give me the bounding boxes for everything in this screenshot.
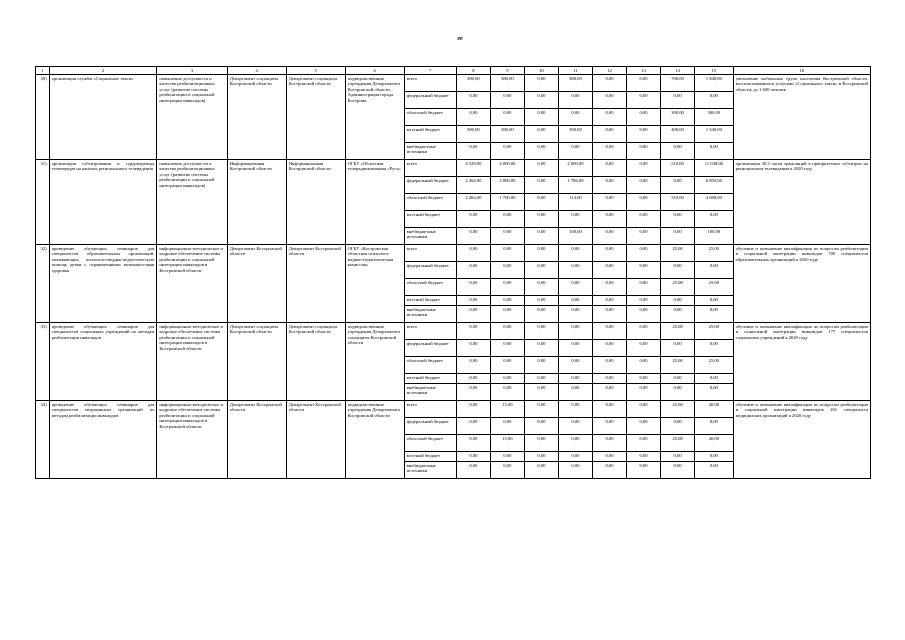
amount-cell: 0,00 (627, 462, 661, 479)
amount-cell: 0,00 (456, 245, 490, 262)
amount-cell: 0,00 (627, 194, 661, 211)
amount-cell: 0,00 (490, 143, 524, 160)
funding-source-cell: федеральный бюджет (404, 262, 456, 279)
amount-cell: 0,00 (456, 357, 490, 374)
amount-cell: 0,00 (661, 418, 695, 435)
amount-cell: 0,00 (627, 418, 661, 435)
col-header: 4 (227, 67, 286, 75)
amount-cell: 0,00 (592, 245, 626, 262)
amount-cell: 0,00 (490, 245, 524, 262)
amount-cell: 0,00 (661, 262, 695, 279)
goal-cell: повышение доступности и качества реабилитационных услуг (развитие системы реабилитации и социальной интеграции инвалидов) (157, 160, 227, 245)
amount-cell: 0,00 (456, 92, 490, 109)
amount-cell: 0,00 (661, 211, 695, 228)
funding-source-cell: местный бюджет (404, 296, 456, 306)
amount-cell: 0,00 (627, 228, 661, 245)
measure-cell: проведение обучающих семинаров для специалистов образовательных организаций, оказывающих психолого-медико-педагогическую помощь детям с ограниченными возможностями здоровья (49, 245, 157, 323)
amount-cell: 0,00 (592, 435, 626, 452)
amount-cell: 40,00 (695, 435, 734, 452)
funding-source-cell: всего (404, 160, 456, 177)
amount-cell: 0,00 (558, 143, 592, 160)
coexecutor-cell: Департамент Костромской области (286, 245, 345, 323)
amount-cell: 0,00 (627, 374, 661, 384)
amount-cell: 0,00 (558, 418, 592, 435)
amount-cell: 0,00 (695, 306, 734, 323)
amount-cell: 0,00 (456, 418, 490, 435)
amount-cell: 0,00 (490, 109, 524, 126)
amount-cell: 0,00 (456, 296, 490, 306)
amount-cell: 4 000,00 (490, 160, 524, 177)
amount-cell: 0,00 (490, 357, 524, 374)
amount-cell: 0,00 (490, 340, 524, 357)
amount-cell: 0,00 (627, 340, 661, 357)
amount-cell: 0,00 (661, 306, 695, 323)
amount-cell: 100,00 (695, 228, 734, 245)
table-row (36, 323, 871, 340)
amount-cell: 0,00 (524, 126, 558, 143)
amount-cell: 0,00 (592, 194, 626, 211)
funding-source-cell: внебюджетные источники (404, 143, 456, 160)
amount-cell: 1 786,00 (558, 177, 592, 194)
col-header: 12 (592, 67, 626, 75)
header-row (36, 67, 871, 75)
col-header: 11 (558, 67, 592, 75)
amount-cell: 0,00 (524, 435, 558, 452)
col-header: 5 (286, 67, 345, 75)
amount-cell: 0,00 (558, 401, 592, 418)
col-header: 10 (524, 67, 558, 75)
funding-source-cell: внебюджетные источники (404, 306, 456, 323)
amount-cell: 0,00 (558, 279, 592, 296)
amount-cell: 0,00 (524, 245, 558, 262)
responsible-cell: Информационная Костромской области (227, 160, 286, 245)
funding-source-cell: областной бюджет (404, 279, 456, 296)
amount-cell: 15,00 (490, 401, 524, 418)
amount-cell: 0,00 (695, 296, 734, 306)
amount-cell: 0,00 (558, 211, 592, 228)
amount-cell: 0,00 (592, 323, 626, 340)
amount-cell: 114,00 (558, 194, 592, 211)
goal-cell: повышение доступности и качества реабилитационных услуг (развитие системы реабилитации и социальной интеграции инвалидов) (157, 75, 227, 160)
amount-cell: 380,00 (490, 126, 524, 143)
executor-cell: подведомственные учреждения Департамента Костромской области (345, 401, 404, 479)
amount-cell: 0,00 (490, 228, 524, 245)
col-header: 8 (456, 67, 490, 75)
coexecutor-cell: Департамент Костромской области (286, 401, 345, 479)
amount-cell: 0,00 (627, 177, 661, 194)
amount-cell: 0,00 (456, 384, 490, 401)
amount-cell: 0,00 (490, 384, 524, 401)
amount-cell: 300,00 (661, 109, 695, 126)
amount-cell: 0,00 (661, 143, 695, 160)
table-row (36, 245, 871, 262)
executor-cell: подведомственные учреждения Департамента Костромской области, Администрация города Кострома (345, 75, 404, 160)
amount-cell: 0,00 (490, 92, 524, 109)
amount-cell: 0,00 (661, 462, 695, 479)
funding-source-cell: всего (404, 245, 456, 262)
amount-cell: 0,00 (524, 177, 558, 194)
amount-cell: 0,00 (524, 296, 558, 306)
amount-cell: 0,00 (627, 306, 661, 323)
amount-cell: 25,00 (661, 323, 695, 340)
amount-cell: 0,00 (456, 211, 490, 228)
funding-source-cell: федеральный бюджет (404, 340, 456, 357)
amount-cell: 6 850,00 (695, 177, 734, 194)
amount-cell: 25,00 (661, 279, 695, 296)
result-cell: увеличение мобильных групп населения Костромской области, воспользовавшихся услугами «Социального такси» в Костромской области, до 1 600 человек (733, 75, 870, 160)
amount-cell: 0,00 (456, 401, 490, 418)
col-header: 3 (157, 67, 227, 75)
col-header: 6 (345, 67, 404, 75)
funding-source-cell: местный бюджет (404, 374, 456, 384)
amount-cell: 0,00 (558, 92, 592, 109)
amount-cell: 0,00 (661, 340, 695, 357)
amount-cell: 25,00 (695, 279, 734, 296)
amount-cell: 0,00 (524, 306, 558, 323)
amount-cell: 0,00 (695, 143, 734, 160)
funding-source-cell: всего (404, 323, 456, 340)
amount-cell: 0,00 (627, 384, 661, 401)
row-number: 32) (36, 245, 50, 323)
amount-cell: 0,00 (695, 462, 734, 479)
amount-cell: 0,00 (592, 75, 626, 92)
amount-cell: 0,00 (456, 340, 490, 357)
amount-cell: 380,00 (558, 75, 592, 92)
amount-cell: 25,00 (661, 435, 695, 452)
amount-cell: 0,00 (524, 75, 558, 92)
amount-cell: 0,00 (695, 418, 734, 435)
amount-cell: 380,00 (490, 75, 524, 92)
amount-cell: 2 800,00 (490, 177, 524, 194)
amount-cell: 25,00 (661, 245, 695, 262)
col-header: 14 (661, 67, 695, 75)
funding-source-cell: всего (404, 75, 456, 92)
amount-cell: 0,00 (661, 296, 695, 306)
funding-source-cell: федеральный бюджет (404, 92, 456, 109)
amount-cell: 0,00 (592, 452, 626, 462)
executor-cell: подведомственные учреждения Департамента соцзащиты Костромской области (345, 323, 404, 401)
col-header: 2 (49, 67, 157, 75)
amount-cell: 0,00 (592, 296, 626, 306)
amount-cell: 0,00 (524, 418, 558, 435)
amount-cell: 0,00 (661, 177, 695, 194)
amount-cell: 25,00 (695, 323, 734, 340)
amount-cell: 400,00 (661, 126, 695, 143)
row-number: 34) (36, 401, 50, 479)
amount-cell: 0,00 (456, 435, 490, 452)
funding-source-cell: внебюджетные источники (404, 462, 456, 479)
amount-cell: 0,00 (558, 435, 592, 452)
amount-cell: 0,00 (490, 323, 524, 340)
amount-cell: 0,00 (490, 262, 524, 279)
amount-cell: 2 264,00 (456, 194, 490, 211)
amount-cell: 0,00 (490, 374, 524, 384)
amount-cell: 0,00 (661, 228, 695, 245)
col-header: 15 (695, 67, 734, 75)
amount-cell: 0,00 (524, 357, 558, 374)
amount-cell: 0,00 (627, 92, 661, 109)
amount-cell: 0,00 (524, 401, 558, 418)
amount-cell: 0,00 (661, 92, 695, 109)
amount-cell: 0,00 (592, 418, 626, 435)
amount-cell: 0,00 (524, 340, 558, 357)
amount-cell: 0,00 (592, 211, 626, 228)
amount-cell: 4 088,00 (695, 194, 734, 211)
funding-source-cell: областной бюджет (404, 109, 456, 126)
amount-cell: 300,00 (695, 109, 734, 126)
amount-cell: 25,00 (661, 357, 695, 374)
amount-cell: 0,00 (490, 452, 524, 462)
amount-cell: 0,00 (695, 374, 734, 384)
amount-cell: 0,00 (627, 435, 661, 452)
funding-source-cell: федеральный бюджет (404, 177, 456, 194)
amount-cell: 0,00 (456, 374, 490, 384)
amount-cell: 0,00 (558, 323, 592, 340)
amount-cell: 0,00 (627, 262, 661, 279)
responsible-cell: Департамент Костромской области (227, 245, 286, 323)
amount-cell: 0,00 (592, 262, 626, 279)
amount-cell: 0,00 (558, 340, 592, 357)
amount-cell: 0,00 (592, 126, 626, 143)
goal-cell: информационно-методическое и кадровое обеспечение системы реабилитации и социальной интеграции инвалидов в Костромской области (157, 245, 227, 323)
amount-cell: 0,00 (592, 109, 626, 126)
amount-cell: 0,00 (490, 296, 524, 306)
goal-cell: информационно-методическое и кадровое обеспечение системы реабилитации и социальной интеграции инвалидов в Костромской области (157, 401, 227, 479)
amount-cell: 0,00 (524, 228, 558, 245)
amount-cell: 0,00 (661, 452, 695, 462)
amount-cell: 1 540,00 (695, 126, 734, 143)
amount-cell: 40,00 (695, 401, 734, 418)
amount-cell: 0,00 (490, 462, 524, 479)
amount-cell: 510,00 (661, 194, 695, 211)
executor-cell: ОГБУ «Костромская областная психолого-медико-педагогическая комиссия» (345, 245, 404, 323)
amount-cell: 0,00 (524, 374, 558, 384)
col-header: 7 (404, 67, 456, 75)
amount-cell: 0,00 (627, 126, 661, 143)
amount-cell: 0,00 (524, 323, 558, 340)
amount-cell: 0,00 (592, 384, 626, 401)
amount-cell: 0,00 (592, 160, 626, 177)
col-header: 9 (490, 67, 524, 75)
amount-cell: 0,00 (592, 177, 626, 194)
amount-cell: 0,00 (524, 452, 558, 462)
responsible-cell: Департамент соцзащиты Костромской области (227, 323, 286, 401)
amount-cell: 0,00 (695, 452, 734, 462)
result-cell: обучение и повышение квалификации по вопросам реабилитации и социальной интеграции инвалидов 700 специалистов образовательных организаций к 2020 году (733, 245, 870, 323)
amount-cell: 380,00 (558, 126, 592, 143)
amount-cell: 0,00 (456, 306, 490, 323)
program-measures-table (35, 66, 871, 479)
responsible-cell: Департамент соцзащиты Костромской области (227, 75, 286, 160)
amount-cell: 0,00 (558, 245, 592, 262)
amount-cell: 0,00 (592, 279, 626, 296)
col-header: 13 (627, 67, 661, 75)
amount-cell: 0,00 (558, 462, 592, 479)
row-number: 30) (36, 75, 50, 160)
amount-cell: 0,00 (592, 228, 626, 245)
goal-cell: информационно-методическое и кадровое обеспечение системы реабилитации и социальной интеграции инвалидов в Костромской области (157, 323, 227, 401)
funding-source-cell: всего (404, 401, 456, 418)
amount-cell: 0,00 (524, 92, 558, 109)
amount-cell: 0,00 (695, 211, 734, 228)
amount-cell: 0,00 (490, 418, 524, 435)
amount-cell: 0,00 (661, 374, 695, 384)
amount-cell: 0,00 (456, 323, 490, 340)
amount-cell: 0,00 (592, 306, 626, 323)
amount-cell: 0,00 (524, 211, 558, 228)
amount-cell: 0,00 (627, 296, 661, 306)
funding-source-cell: областной бюджет (404, 435, 456, 452)
amount-cell: 0,00 (490, 306, 524, 323)
amount-cell: 0,00 (456, 262, 490, 279)
amount-cell: 0,00 (524, 462, 558, 479)
table-row (36, 401, 871, 418)
amount-cell: 700,00 (661, 75, 695, 92)
amount-cell: 0,00 (456, 452, 490, 462)
result-cell: обучение и повышение квалификации по вопросам реабилитации и социальной интеграции инвалидов 177 специалистов социальных учреждений к 2020 году (733, 323, 870, 401)
amount-cell: 0,00 (661, 384, 695, 401)
amount-cell: 0,00 (592, 374, 626, 384)
amount-cell: 0,00 (524, 109, 558, 126)
amount-cell: 0,00 (627, 357, 661, 374)
amount-cell: 0,00 (558, 306, 592, 323)
amount-cell: 0,00 (524, 262, 558, 279)
funding-source-cell: внебюджетные источники (404, 384, 456, 401)
amount-cell: 0,00 (695, 340, 734, 357)
col-header: 1 (36, 67, 50, 75)
funding-source-cell: областной бюджет (404, 194, 456, 211)
amount-cell: 0,00 (456, 109, 490, 126)
amount-cell: 1 840,00 (695, 75, 734, 92)
amount-cell: 100,00 (558, 228, 592, 245)
col-header: 16 (733, 67, 870, 75)
amount-cell: 4 528,00 (456, 160, 490, 177)
amount-cell: 0,00 (558, 262, 592, 279)
funding-source-cell: местный бюджет (404, 211, 456, 228)
amount-cell: 0,00 (627, 401, 661, 418)
amount-cell: 380,00 (456, 75, 490, 92)
amount-cell: 11 038,00 (695, 160, 734, 177)
amount-cell: 15,00 (490, 435, 524, 452)
amount-cell: 25,00 (695, 245, 734, 262)
amount-cell: 0,00 (592, 92, 626, 109)
amount-cell: 0,00 (558, 452, 592, 462)
row-number: 31) (36, 160, 50, 245)
amount-cell: 0,00 (627, 245, 661, 262)
table-row (36, 75, 871, 92)
amount-cell: 0,00 (627, 75, 661, 92)
funding-source-cell: местный бюджет (404, 452, 456, 462)
amount-cell: 0,00 (592, 357, 626, 374)
amount-cell: 0,00 (490, 279, 524, 296)
amount-cell: 0,00 (456, 143, 490, 160)
amount-cell: 0,00 (592, 340, 626, 357)
amount-cell: 25,00 (695, 357, 734, 374)
amount-cell: 0,00 (627, 279, 661, 296)
amount-cell: 0,00 (558, 357, 592, 374)
coexecutor-cell: Департамент соцзащиты Костромской области (286, 75, 345, 160)
coexecutor-cell: Департамент соцзащиты Костромской области (286, 323, 345, 401)
funding-source-cell: областной бюджет (404, 357, 456, 374)
amount-cell: 0,00 (490, 211, 524, 228)
amount-cell: 0,00 (695, 92, 734, 109)
amount-cell: 0,00 (592, 143, 626, 160)
amount-cell: 0,00 (627, 109, 661, 126)
amount-cell: 0,00 (627, 452, 661, 462)
amount-cell: 2 000,00 (558, 160, 592, 177)
amount-cell: 0,00 (592, 462, 626, 479)
amount-cell: 0,00 (558, 384, 592, 401)
amount-cell: 0,00 (456, 279, 490, 296)
amount-cell: 0,00 (558, 296, 592, 306)
measure-cell: организация службы «Социальное такси» (49, 75, 157, 160)
amount-cell: 25,00 (661, 401, 695, 418)
amount-cell: 0,00 (627, 160, 661, 177)
amount-cell: 0,00 (695, 384, 734, 401)
responsible-cell: Департамент Костромской области (227, 401, 286, 479)
amount-cell: 0,00 (695, 262, 734, 279)
measure-cell: проведение обучающих семинаров для специалистов медицинских организаций по методам реабилитации инвалидов (49, 401, 157, 479)
measure-cell: проведение обучающих семинаров для специалистов социальных учреждений по методам реабилитации инвалидов (49, 323, 157, 401)
page-number: ee (457, 36, 463, 42)
executor-cell: ОГБУ «Областная телерадиокомпания «Русь» (345, 160, 404, 245)
amount-cell: 510,00 (661, 160, 695, 177)
funding-source-cell: внебюджетные источники (404, 228, 456, 245)
amount-cell: 0,00 (524, 279, 558, 296)
table-row (36, 160, 871, 177)
amount-cell: 1 700,00 (490, 194, 524, 211)
amount-cell: 0,00 (524, 160, 558, 177)
amount-cell: 0,00 (627, 323, 661, 340)
amount-cell: 0,00 (558, 374, 592, 384)
funding-source-cell: местный бюджет (404, 126, 456, 143)
amount-cell: 0,00 (558, 109, 592, 126)
result-cell: обучение и повышение квалификации по вопросам реабилитации и социальной интеграции инвалидов 261 специалиста медицинских организаций к 2020 году (733, 401, 870, 479)
amount-cell: 0,00 (524, 194, 558, 211)
amount-cell: 0,00 (627, 211, 661, 228)
amount-cell: 380,00 (456, 126, 490, 143)
amount-cell: 0,00 (524, 143, 558, 160)
row-number: 33) (36, 323, 50, 401)
amount-cell: 0,00 (627, 143, 661, 160)
result-cell: организация 30,3 часов трансляций в приоритетных субтитрах на региональном телевидении к 2020 году (733, 160, 870, 245)
amount-cell: 0,00 (524, 384, 558, 401)
amount-cell: 0,00 (456, 462, 490, 479)
amount-cell: 0,00 (592, 401, 626, 418)
funding-source-cell: федеральный бюджет (404, 418, 456, 435)
coexecutor-cell: Информационная Костромской области (286, 160, 345, 245)
amount-cell: 0,00 (456, 228, 490, 245)
measure-cell: организация субтитрования и сурдоперевода телепередач на каналах регионального телевидения (49, 160, 157, 245)
amount-cell: 2 264,00 (456, 177, 490, 194)
